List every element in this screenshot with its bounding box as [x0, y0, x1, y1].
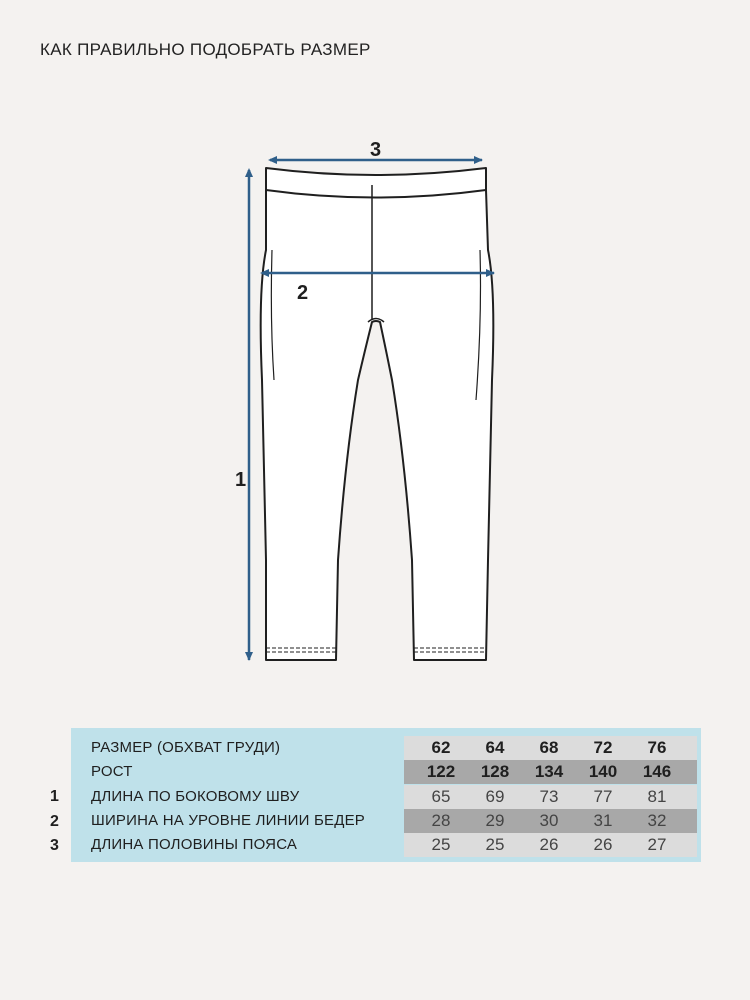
table-row-half-waist — [71, 833, 701, 857]
table-cell: 146 — [642, 762, 672, 781]
table-cell: 64 — [485, 738, 505, 757]
row-label: ШИРИНА НА УРОВНЕ ЛИНИИ БЕДЕР — [91, 812, 366, 829]
page-title: КАК ПРАВИЛЬНО ПОДОБРАТЬ РАЗМЕР — [40, 40, 371, 59]
table-cell: 128 — [480, 762, 510, 781]
table-cell: 76 — [647, 738, 667, 757]
table-cell: 77 — [593, 787, 613, 806]
row-num-1: 1 — [50, 788, 59, 805]
table-cell: 68 — [539, 738, 559, 757]
table-row-size — [71, 736, 701, 760]
row-label: ДЛИНА ПО БОКОВОМУ ШВУ — [91, 788, 300, 805]
table-cell: 62 — [431, 738, 451, 757]
pants-outline — [261, 168, 494, 660]
table-cell: 30 — [539, 811, 559, 830]
table-row-hip-width — [71, 809, 701, 833]
table-cell: 69 — [485, 787, 505, 806]
table-cell: 32 — [647, 811, 667, 830]
marker-1: 1 — [235, 469, 247, 491]
marker-2: 2 — [297, 282, 309, 304]
row-num-2: 2 — [50, 813, 59, 830]
table-cell: 134 — [534, 762, 564, 781]
table-cell: 28 — [431, 811, 451, 830]
table-cell: 72 — [593, 738, 613, 757]
table-row-height — [71, 760, 701, 784]
row-label: РАЗМЕР (ОБХВАТ ГРУДИ) — [91, 739, 281, 756]
marker-3: 3 — [370, 139, 382, 161]
table-cell: 73 — [539, 787, 559, 806]
table-cell: 25 — [485, 835, 505, 854]
table-row-side-length — [71, 785, 701, 809]
table-cell: 65 — [431, 787, 451, 806]
table-cell: 25 — [431, 835, 451, 854]
row-label: РОСТ — [91, 763, 133, 780]
table-cell: 31 — [593, 811, 613, 830]
table-cell: 26 — [539, 835, 559, 854]
table-cell: 81 — [647, 787, 667, 806]
table-cell: 27 — [647, 835, 667, 854]
table-cell: 26 — [593, 835, 613, 854]
table-cell: 140 — [588, 762, 618, 781]
row-num-3: 3 — [50, 837, 59, 854]
size-table — [71, 728, 701, 862]
table-cell: 29 — [485, 811, 505, 830]
table-cell: 122 — [426, 762, 456, 781]
row-label: ДЛИНА ПОЛОВИНЫ ПОЯСА — [91, 836, 298, 853]
